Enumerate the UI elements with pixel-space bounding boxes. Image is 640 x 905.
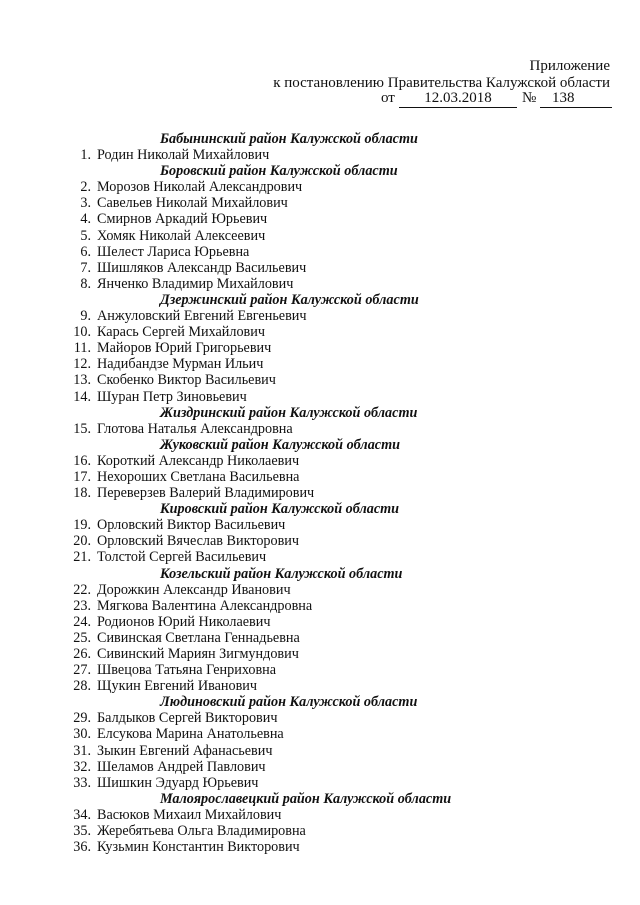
number-label: № — [522, 90, 537, 106]
list-item — [0, 469, 640, 485]
list-item — [0, 775, 640, 791]
person-name: Шишляков Александр Васильевич — [97, 259, 307, 276]
person-name: Кузьмин Константин Викторович — [97, 839, 300, 856]
district-heading — [0, 791, 640, 807]
item-number: 28. — [73, 678, 91, 695]
list-item — [0, 582, 640, 598]
district-heading — [0, 292, 640, 308]
item-number: 19. — [73, 517, 91, 534]
item-number: 9. — [80, 308, 91, 325]
list-item — [0, 726, 640, 742]
item-number: 5. — [80, 227, 91, 244]
district-heading — [0, 501, 640, 517]
item-number: 2. — [80, 179, 91, 196]
item-number: 10. — [73, 324, 91, 341]
person-name: Короткий Александр Николаевич — [97, 452, 300, 469]
person-name: Переверзев Валерий Владимирович — [97, 485, 315, 502]
item-number: 16. — [73, 452, 91, 469]
item-number: 17. — [73, 468, 91, 485]
item-number: 21. — [73, 549, 91, 566]
person-name: Елсукова Марина Анатольевна — [97, 726, 284, 743]
person-name: Балдыков Сергей Викторович — [97, 710, 278, 727]
list-item — [0, 340, 640, 356]
item-number: 27. — [73, 662, 91, 679]
district-heading — [0, 694, 640, 710]
list-item — [0, 356, 640, 372]
district-name: Малоярославецкий район Калужской области — [160, 790, 452, 807]
district-heading — [0, 131, 640, 147]
item-number: 7. — [80, 259, 91, 276]
decree-number: 138 — [540, 90, 612, 108]
person-name: Васюков Михаил Михайлович — [97, 806, 282, 823]
list-item — [0, 260, 640, 276]
list-item — [0, 421, 640, 437]
person-name: Сивинская Светлана Геннадьевна — [97, 629, 300, 646]
item-number: 31. — [73, 742, 91, 759]
person-name: Родин Николай Михайлович — [97, 147, 270, 164]
item-number: 8. — [80, 275, 91, 292]
item-number: 23. — [73, 597, 91, 614]
item-number: 3. — [80, 195, 91, 212]
list-item — [0, 147, 640, 163]
person-name: Анжуловский Евгений Евгеньевич — [97, 308, 307, 325]
item-number: 36. — [73, 839, 91, 856]
list-item — [0, 308, 640, 324]
list-item — [0, 372, 640, 388]
item-number: 4. — [80, 211, 91, 228]
person-name: Хомяк Николай Алексеевич — [97, 227, 266, 244]
person-name: Мягкова Валентина Александровна — [97, 597, 313, 614]
list-item — [0, 517, 640, 533]
person-name: Янченко Владимир Михайлович — [97, 275, 294, 292]
person-name: Майоров Юрий Григорьевич — [97, 340, 272, 357]
list-item — [0, 598, 640, 614]
item-number: 29. — [73, 710, 91, 727]
date-label: от — [381, 90, 395, 106]
list-item — [0, 678, 640, 694]
person-name: Шелест Лариса Юрьевна — [97, 243, 250, 260]
person-name: Орловский Виктор Васильевич — [97, 517, 286, 534]
person-name: Толстой Сергей Васильевич — [97, 549, 267, 566]
list-item — [0, 533, 640, 549]
list-item — [0, 228, 640, 244]
person-name: Морозов Николай Александрович — [97, 179, 303, 196]
person-name: Савельев Николай Михайлович — [97, 195, 288, 212]
people-list — [0, 131, 640, 855]
person-name: Зыкин Евгений Афанасьевич — [97, 742, 273, 759]
item-number: 15. — [73, 420, 91, 437]
person-name: Родионов Юрий Николаевич — [97, 613, 271, 630]
item-number: 11. — [73, 340, 91, 357]
item-number: 13. — [73, 372, 91, 389]
person-name: Сивинский Мариян Зигмундович — [97, 646, 299, 662]
district-name: Дзержинский район Калужской области — [160, 291, 419, 308]
item-number: 30. — [73, 726, 91, 743]
list-item — [0, 759, 640, 775]
person-name: Щукин Евгений Иванович — [97, 678, 257, 695]
person-name: Скобенко Виктор Васильевич — [97, 372, 276, 389]
list-item — [0, 839, 640, 855]
list-item — [0, 244, 640, 260]
item-number: 1. — [80, 147, 91, 164]
item-number: 32. — [73, 758, 91, 775]
list-item — [0, 807, 640, 823]
item-number: 26. — [73, 646, 91, 662]
district-heading — [0, 437, 640, 453]
item-number: 25. — [73, 629, 91, 646]
person-name: Шеламов Андрей Павлович — [97, 758, 266, 775]
district-heading — [0, 566, 640, 582]
list-item — [0, 646, 640, 662]
person-name: Дорожкин Александр Иванович — [97, 581, 291, 598]
district-name: Жиздринский район Калужской области — [160, 404, 418, 421]
appendix-title: Приложение — [529, 58, 610, 74]
person-name: Карась Сергей Михайлович — [97, 324, 265, 341]
district-heading — [0, 163, 640, 179]
list-item — [0, 630, 640, 646]
district-name: Бабынинский район Калужской области — [160, 131, 418, 147]
list-item — [0, 179, 640, 195]
district-heading — [0, 405, 640, 421]
item-number: 22. — [73, 581, 91, 598]
list-item — [0, 389, 640, 405]
person-name: Орловский Вячеслав Викторович — [97, 533, 300, 550]
list-item — [0, 485, 640, 501]
person-name: Шишкин Эдуард Юрьевич — [97, 774, 259, 791]
decree-reference: к постановлению Правительства Калужской области — [273, 75, 610, 91]
item-number: 35. — [73, 823, 91, 840]
list-item — [0, 453, 640, 469]
item-number: 14. — [73, 388, 91, 405]
district-name: Людиновский район Калужской области — [160, 694, 418, 711]
list-item — [0, 195, 640, 211]
document-header — [273, 58, 610, 92]
item-number: 12. — [73, 356, 91, 373]
item-number: 33. — [73, 774, 91, 791]
list-item — [0, 614, 640, 630]
list-item — [0, 743, 640, 759]
district-name: Жуковский район Калужской области — [160, 436, 401, 453]
district-name: Кировский район Калужской области — [160, 501, 400, 518]
person-name: Надибандзе Мурман Ильич — [97, 356, 264, 373]
list-item — [0, 710, 640, 726]
person-name: Шуран Петр Зиновьевич — [97, 388, 247, 405]
item-number: 24. — [73, 613, 91, 630]
list-item — [0, 211, 640, 227]
person-name: Смирнов Аркадий Юрьевич — [97, 211, 268, 228]
item-number: 20. — [73, 533, 91, 550]
person-name: Нехороших Светлана Васильевна — [97, 468, 300, 485]
list-item — [0, 324, 640, 340]
person-name: Жеребятьева Ольга Владимировна — [97, 823, 306, 840]
list-item — [0, 662, 640, 678]
item-number: 34. — [73, 806, 91, 823]
district-name: Боровский район Калужской области — [160, 163, 398, 180]
district-name: Козельский район Калужской области — [160, 565, 403, 582]
item-number: 18. — [73, 485, 91, 502]
person-name: Швецова Татьяна Генриховна — [97, 662, 277, 679]
list-item — [0, 823, 640, 839]
list-item — [0, 276, 640, 292]
item-number: 6. — [80, 243, 91, 260]
decree-date: 12.03.2018 — [399, 90, 517, 108]
person-name: Глотова Наталья Александровна — [97, 420, 293, 437]
list-item — [0, 549, 640, 565]
